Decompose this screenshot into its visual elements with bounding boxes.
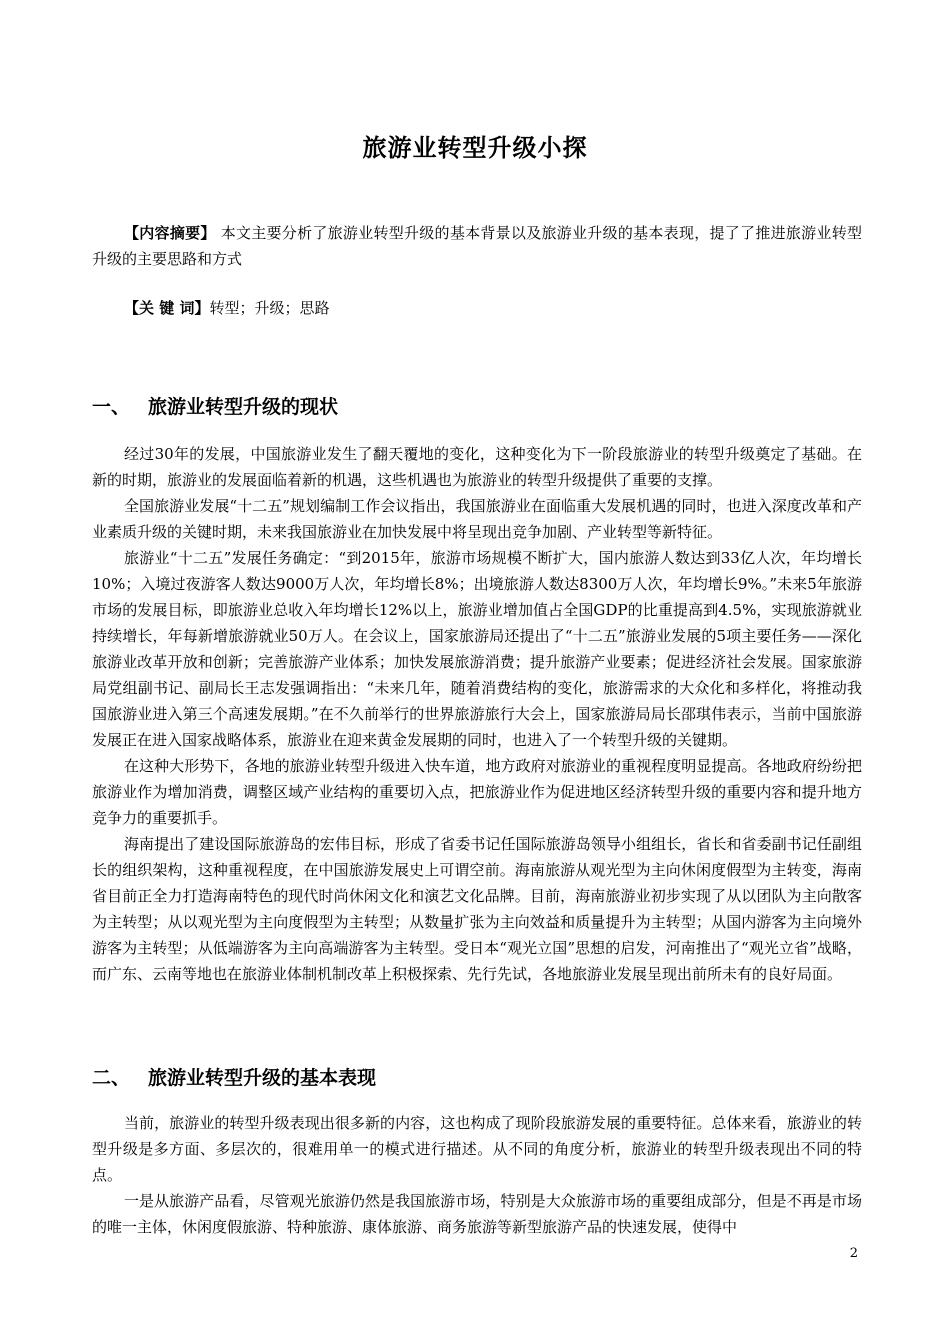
section-2-heading [92, 1063, 376, 1090]
document-title: 旅游业转型升级小探 [362, 134, 588, 162]
paragraph: 旅游业“十二五”发展任务确定：“到2015年，旅游市场规模不断扩大，国内旅游人数达到33亿人次，年均增长10%；入境过夜游客人数达9000万人次，年均增长8%；出境旅游人数达8300万人次，年均增长9%。”未来5年旅游市场的发展目标，即旅游业总收入年均增长12%以上，旅游业增加值占全国GDP的比重提高到4.5%，实现旅游就业持续增长，年每新增旅游就业50万人。在会议上，国家旅游局还提出了“十二五”旅游业发展的5项主要任务——深化旅游业改革开放和创新；完善旅游产业体系；加快发展旅游消费；提升旅游产业要素；促进经济社会发展。国家旅游局党组副书记、副局长王志发强调指出：“未来几年，随着消费结构的变化，旅游需求的大众化和多样化，将推动我国旅游业进入第三个高速发展期。”在不久前举行的世界旅游旅行大会上，国家旅游局局长邵琪伟表示，当前中国旅游发展正在进入国家战略体系，旅游业在迎来黄金发展期的同时，也进入了一个转型升级的关键期。 [92, 549, 862, 749]
paragraph: 当前，旅游业的转型升级表现出很多新的内容，这也构成了现阶段旅游发展的重要特征。总体来看，旅游业的转型升级是多方面、多层次的，很难用单一的模式进行描述。从不同的角度分析，旅游业的转型升级表现出不同的特点。 [92, 1114, 862, 1184]
page-number: 2 [849, 1246, 858, 1261]
paragraph: 经过30年的发展，中国旅游业发生了翻天覆地的变化，这种变化为下一阶段旅游业的转型升级奠定了基础。在新的时期，旅游业的发展面临着新的机遇，这些机遇也为旅游业的转型升级提供了重要的支撑。 [92, 445, 862, 489]
section-1-body [92, 441, 862, 987]
keywords-label: 【关 键 词】 [124, 299, 210, 317]
section-1-number: 一、 [92, 396, 131, 418]
paragraph: 一是从旅游产品看，尽管观光旅游仍然是我国旅游市场，特别是大众旅游市场的重要组成部分，但是不再是市场的唯一主体，休闲度假旅游、特种旅游、康体旅游、商务旅游等新型旅游产品的快速发展，使得中 [92, 1192, 862, 1236]
section-1-title: 旅游业转型升级的现状 [148, 396, 339, 418]
keywords-text: 转型；升级；思路 [209, 299, 330, 317]
paragraph: 全国旅游业发展“十二五”规划编制工作会议指出，我国旅游业在面临重大发展机遇的同时，也进入深度改革和产业素质升级的关键时期，未来我国旅游业在加快发展中将呈现出竞争加剧、产业转型等新特征。 [92, 497, 862, 541]
section-2-title: 旅游业转型升级的基本表现 [148, 1067, 377, 1089]
paragraph: 海南提出了建设国际旅游岛的宏伟目标，形成了省委书记任国际旅游岛领导小组组长，省长和省委副书记任副组长的组织架构，这种重视程度，在中国旅游发展史上可谓空前。海南旅游从观光型为主向休闲度假型为主转变，海南省目前正全力打造海南特色的现代时尚休闲文化和演艺文化品牌。目前，海南旅游业初步实现了从以团队为主向散客为主转型；从以观光型为主向度假型为主转型；从数量扩张为主向效益和质量提升为主转型；从国内游客为主向境外游客为主转型；从低端游客为主向高端游客为主转型。受日本“观光立国”思想的启发，河南推出了“观光立省”战略，而广东、云南等地也在旅游业体制机制改革上积极探索、先行先试，各地旅游业发展呈现出前所未有的良好局面。 [92, 835, 862, 983]
abstract [92, 220, 862, 272]
section-2-number: 二、 [92, 1067, 131, 1089]
section-1-heading [92, 392, 338, 419]
abstract-label: 【内容摘要】 [124, 224, 216, 242]
abstract-text: 本文主要分析了旅游业转型升级的基本背景以及旅游业升级的基本表现，提了了推进旅游业转型升级的主要思路和方式 [92, 224, 862, 268]
section-2-body [92, 1110, 862, 1240]
paragraph: 在这种大形势下，各地的旅游业转型升级进入快车道，地方政府对旅游业的重视程度明显提高。各地政府纷纷把旅游业作为增加消费，调整区域产业结构的重要切入点，把旅游业作为促进地区经济转型升级的重要内容和提升地方竞争力的重要抓手。 [92, 757, 862, 827]
keywords [124, 295, 329, 321]
